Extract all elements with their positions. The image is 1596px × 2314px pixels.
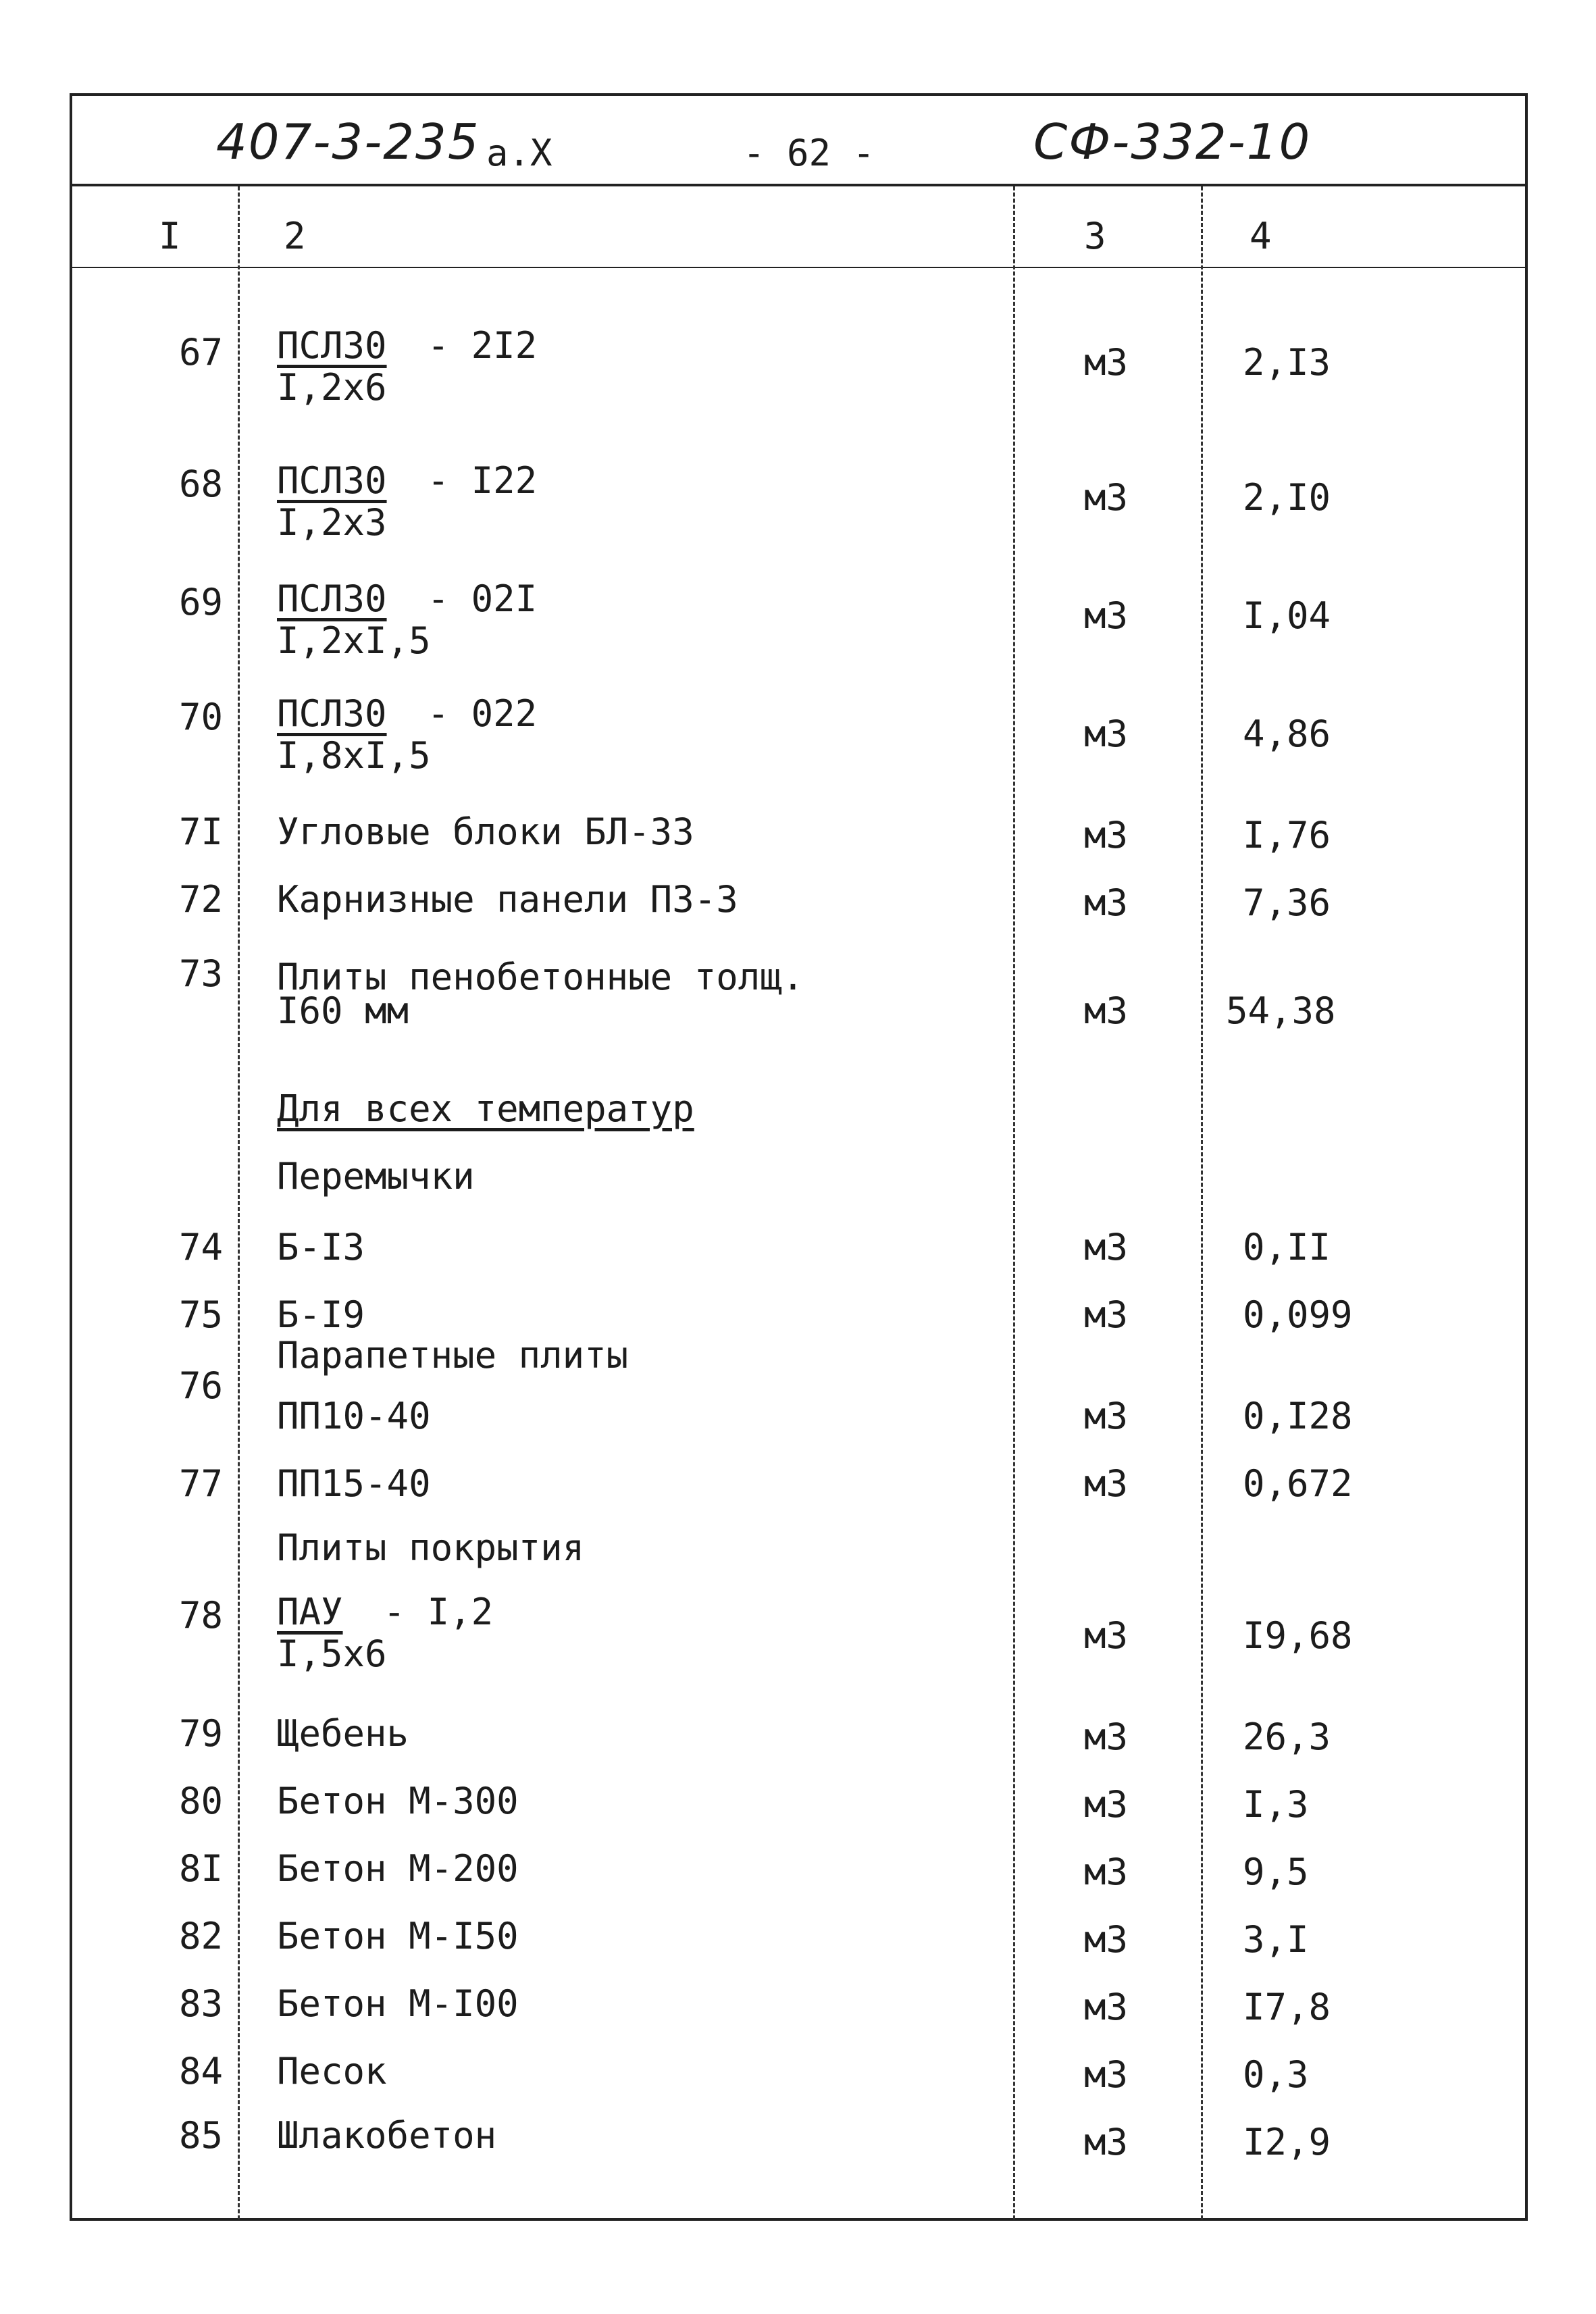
unit: м3 (1084, 1918, 1129, 1961)
item-name: ПП15-40 (277, 1462, 431, 1505)
row-number: 76 (178, 1364, 223, 1407)
unit: м3 (1084, 1395, 1129, 1437)
unit: м3 (1084, 476, 1129, 519)
quantity: I,3 (1243, 1783, 1309, 1826)
quantity: I9,68 (1243, 1614, 1353, 1657)
column-divider-3 (1201, 186, 1203, 2219)
item-name: Бетон М-I50 (277, 1915, 519, 1957)
unit: м3 (1084, 814, 1129, 856)
item-size: I,5x6 (277, 1632, 387, 1675)
row-number: 80 (178, 1780, 223, 1822)
item-name: ПП10-40 (277, 1395, 431, 1437)
row-number: 75 (178, 1293, 223, 1336)
unit: м3 (1084, 1716, 1129, 1758)
unit: м3 (1084, 1293, 1129, 1336)
row-number: 7I (178, 811, 223, 853)
item-designation (277, 577, 538, 662)
project-code: 407-3-235 (216, 113, 480, 170)
row-number: 69 (178, 581, 223, 623)
item-designation (277, 1591, 494, 1675)
item-name: Б-I9 (277, 1293, 365, 1336)
quantity: 4,86 (1243, 713, 1331, 755)
unit: м3 (1084, 713, 1129, 755)
unit: м3 (1084, 1851, 1129, 1893)
unit: м3 (1084, 594, 1129, 637)
quantity: 0,3 (1243, 2053, 1309, 2096)
subheading: Перемычки (277, 1155, 475, 1198)
unit: м3 (1084, 1783, 1129, 1826)
subheading: Парапетные плиты (277, 1334, 629, 1377)
row-number: 74 (178, 1226, 223, 1268)
quantity: I7,8 (1243, 1986, 1331, 2028)
unit: м3 (1084, 2053, 1129, 2096)
item-mark: ПАУ (277, 1591, 343, 1633)
quantity: 0,672 (1243, 1462, 1353, 1505)
item-designation (277, 459, 538, 544)
quantity: 9,5 (1243, 1851, 1309, 1893)
item-mark: ПСЛ30 (277, 577, 387, 620)
column-header-divider (70, 267, 1528, 268)
unit: м3 (1084, 989, 1129, 1032)
item-mark: ПСЛ30 (277, 692, 387, 735)
row-number: 77 (178, 1462, 223, 1505)
column-header-3: 3 (1084, 215, 1106, 257)
item-name: Плиты пенобетонные толщ. (277, 956, 804, 998)
quantity: 54,38 (1226, 989, 1336, 1032)
item-designation (277, 324, 538, 409)
row-number: 70 (178, 696, 223, 738)
item-suffix: - I22 (427, 459, 538, 502)
album-label: а.X (486, 132, 552, 174)
item-size: I,2x3 (277, 501, 387, 544)
column-header-1: I (159, 215, 181, 257)
unit: м3 (1084, 1462, 1129, 1505)
item-size: I,8xI,5 (277, 734, 431, 777)
column-divider-1 (238, 186, 240, 2219)
column-header-4: 4 (1250, 215, 1272, 257)
header-divider (70, 184, 1528, 186)
item-size: I,2xI,5 (277, 619, 431, 662)
row-number: 8I (178, 1847, 223, 1890)
row-number: 82 (178, 1915, 223, 1957)
quantity: 0,I28 (1243, 1395, 1353, 1437)
item-mark: ПСЛ30 (277, 459, 387, 502)
quantity: I,76 (1243, 814, 1331, 856)
item-designation (277, 692, 538, 777)
quantity: 2,I3 (1243, 341, 1331, 384)
item-name: Щебень (277, 1712, 409, 1755)
row-number: 73 (178, 952, 223, 995)
item-name: Бетон М-300 (277, 1780, 519, 1822)
page-number: - 62 - (743, 132, 875, 174)
item-suffix: - 2I2 (427, 324, 538, 367)
row-number: 78 (178, 1594, 223, 1637)
section-heading: Для всех температур (277, 1087, 694, 1130)
item-name: Шлакобетон (277, 2114, 497, 2157)
quantity: 2,I0 (1243, 476, 1331, 519)
row-number: 79 (178, 1712, 223, 1755)
row-number: 84 (178, 2050, 223, 2092)
item-name: Бетон М-200 (277, 1847, 519, 1890)
row-number: 68 (178, 463, 223, 505)
column-divider-2 (1013, 186, 1015, 2219)
row-number: 85 (178, 2114, 223, 2157)
unit: м3 (1084, 1986, 1129, 2028)
quantity: 0,II (1243, 1226, 1331, 1268)
quantity: I2,9 (1243, 2121, 1331, 2163)
unit: м3 (1084, 1226, 1129, 1268)
subheading: Плиты покрытия (277, 1526, 585, 1569)
item-suffix: - I,2 (383, 1591, 494, 1633)
unit: м3 (1084, 341, 1129, 384)
item-suffix: - 02I (427, 577, 538, 620)
item-name: Карнизные панели ПЗ-3 (277, 878, 738, 921)
item-name: Б-I3 (277, 1226, 365, 1268)
quantity: 26,3 (1243, 1716, 1331, 1758)
item-name-continued: I60 мм (277, 989, 409, 1032)
document-code: СФ-332-10 (1033, 113, 1312, 170)
quantity: 7,36 (1243, 881, 1331, 924)
item-suffix: - 022 (427, 692, 538, 735)
column-header-2: 2 (284, 215, 306, 257)
unit: м3 (1084, 1614, 1129, 1657)
quantity: 0,099 (1243, 1293, 1353, 1336)
unit: м3 (1084, 881, 1129, 924)
row-number: 67 (178, 331, 223, 374)
item-name: Угловые блоки БЛ-33 (277, 811, 694, 853)
row-number: 83 (178, 1982, 223, 2025)
quantity: I,04 (1243, 594, 1331, 637)
item-name: Бетон М-I00 (277, 1982, 519, 2025)
unit: м3 (1084, 2121, 1129, 2163)
item-name: Песок (277, 2050, 387, 2092)
item-mark: ПСЛ30 (277, 324, 387, 367)
item-size: I,2x6 (277, 366, 387, 409)
row-number: 72 (178, 878, 223, 921)
quantity: 3,I (1243, 1918, 1309, 1961)
